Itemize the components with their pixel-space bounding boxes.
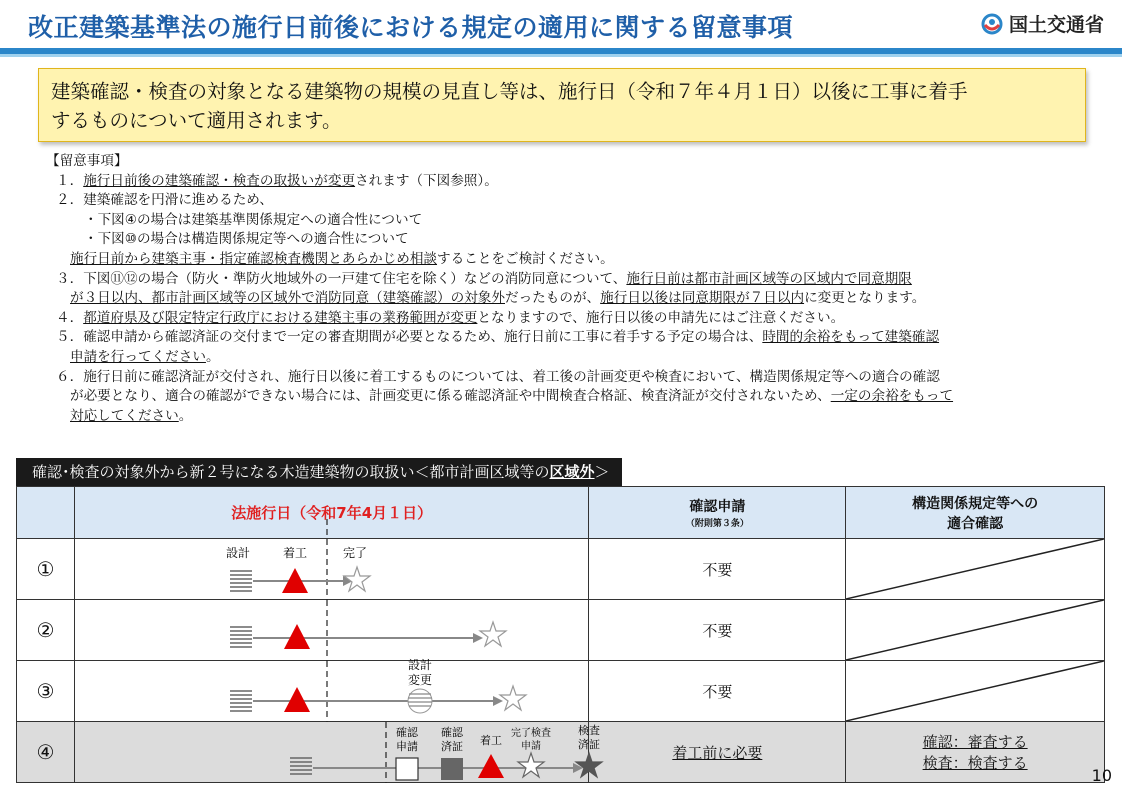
req-cell: 不要	[589, 539, 846, 600]
doc-icon	[230, 691, 252, 711]
header-num-cell	[17, 487, 75, 539]
table-row	[17, 661, 1105, 722]
na-diagonal	[846, 661, 1104, 721]
timeline-3	[75, 658, 590, 722]
doc-icon	[290, 758, 312, 774]
summary-line-1: 建築確認・検査の対象となる建築物の規模の見直し等は、施行日（令和７年４月１日）以後に工事に着手	[51, 80, 968, 103]
logo-text: 国土交通省	[1008, 14, 1104, 36]
start-triangle	[284, 624, 310, 649]
start-triangle	[478, 754, 504, 778]
note-5: ５．確認申請から確認済証の交付まで一定の審査期間が必要となるため、施行日前に工事に着手する予定の場合は、時間的余裕をもって建築確認	[56, 329, 940, 346]
req-cell: 不要	[589, 600, 846, 661]
table-header-row	[17, 487, 1105, 539]
page-number: 10	[1091, 766, 1112, 785]
notes-heading: 【留意事項】	[46, 153, 128, 169]
design-change-icon	[408, 689, 432, 713]
summary-box	[38, 68, 1086, 142]
row-number: ①	[17, 539, 75, 600]
done-star	[344, 567, 370, 591]
conf-cell	[846, 539, 1105, 600]
header-req-cell	[589, 487, 846, 539]
label-design-change-2: 変更	[407, 673, 432, 687]
note-6: ６．施行日前に確認済証が交付され、施行日以後に着工するものについては、着工後の計画変更や検査において、構造関係規定等への適合の確認	[56, 368, 940, 385]
label-cert-2: 済証	[440, 740, 463, 753]
done-star	[518, 753, 544, 777]
label-start-4: 着工	[479, 734, 502, 747]
header-conf-line-2: 適合確認	[947, 515, 1004, 532]
page-title: 改正建築基準法の施行日前後における規定の適用に関する留意事項	[28, 13, 794, 42]
note-6-cont: が必要となり、適合の確認ができない場合には、計画変更に係る確認済証や中間検査合格証、検査済証が交付されないため、一定の余裕をもって	[70, 388, 954, 405]
doc-icon	[230, 627, 252, 647]
label-insp-1: 検査	[577, 724, 600, 737]
conf-cell	[846, 722, 1105, 783]
conf-line-2: 検査：検査する	[922, 754, 1028, 772]
start-triangle	[284, 687, 310, 712]
row-number: ④	[17, 722, 75, 783]
header-req-label: 確認申請	[689, 499, 746, 515]
timeline-4	[75, 722, 600, 783]
done-star	[500, 686, 526, 710]
summary-line-2: するものについて適用されます。	[51, 109, 342, 132]
note-1: １．施行日前後の建築確認・検査の取扱いが変更されます（下図参照）。	[56, 172, 498, 189]
note-2: ２．建築確認を円滑に進めるため、	[56, 192, 273, 209]
timeline-2	[75, 600, 590, 661]
header-conf-cell	[846, 487, 1105, 539]
note-2-sub-2: ・下図⑩の場合は構造関係規定等への適合性について	[84, 231, 409, 248]
header-law-cell	[74, 487, 589, 539]
timeline-table	[16, 486, 1105, 783]
label-design: 設計	[225, 546, 250, 560]
timeline-cell	[74, 722, 600, 783]
note-6-cont-2: 対応してください。	[70, 407, 193, 424]
note-4: ４．都道府県及び限定特定行政庁における建築主事の業務範囲が変更となりますので、施行日以後の申請先にはご注意ください。	[56, 309, 845, 326]
row-number: ②	[17, 600, 75, 661]
note-3: ３．下図⑪⑫の場合（防火・準防火地域外の一戸建て住宅を除く）などの消防同意について、施行日前は都市計画区域等の区域内で同意期限	[56, 270, 912, 287]
mlit-logo-icon	[981, 13, 1003, 35]
timeline-cell	[74, 600, 589, 661]
label-done-insp-2: 申請	[520, 741, 541, 752]
label-done-insp-1: 完了検査	[510, 728, 551, 739]
label-cert-1: 確認	[440, 726, 463, 739]
notes-section	[46, 152, 1096, 426]
table-row	[17, 600, 1105, 661]
doc-icon	[230, 569, 252, 591]
header-conf-line-1: 構造関係規定等への	[912, 495, 1039, 512]
conf-line-1: 確認：審査する	[922, 733, 1028, 751]
certificate-box	[441, 758, 463, 780]
label-start: 着工	[282, 546, 307, 560]
req-cell: 着工前に必要	[589, 722, 846, 783]
label-insp-2: 済証	[577, 738, 600, 751]
table-row	[17, 722, 1105, 783]
req-cell: 不要	[589, 661, 846, 722]
na-diagonal	[846, 600, 1104, 660]
done-star	[480, 622, 506, 646]
na-diagonal	[846, 539, 1104, 599]
table-caption: 確認･検査の対象外から新２号になる木造建築物の取扱い＜都市計画区域等の区域外＞	[16, 458, 622, 486]
label-done: 完了	[342, 546, 367, 560]
timeline-1	[75, 539, 590, 600]
note-2-sub-1: ・下図④の場合は建築基準関係規定への適合性について	[84, 211, 423, 228]
label-app-2: 申請	[395, 740, 418, 753]
law-date-label: 法施行日（令和7年4月１日）	[231, 504, 433, 522]
header-divider-light	[0, 54, 1122, 57]
application-box	[396, 758, 418, 780]
conf-cell	[846, 600, 1105, 661]
row-number: ③	[17, 661, 75, 722]
label-design-change-1: 設計	[407, 658, 432, 672]
mlit-logo	[981, 10, 1104, 37]
note-3-cont: が３日以内、都市計画区域等の区域外で消防同意（建築確認）の対象外だったものが、施行日以後は同意期限が７日以内に変更となります。	[70, 290, 926, 307]
label-app-1: 確認	[395, 726, 418, 739]
conf-cell	[846, 661, 1105, 722]
timeline-cell	[74, 658, 589, 722]
timeline-cell	[74, 539, 589, 600]
note-5-cont: 申請を行ってください。	[70, 348, 220, 365]
table-row	[17, 539, 1105, 600]
header-req-sub: （附則第３条）	[685, 519, 749, 529]
note-2-cont: 施行日前から建築主事・指定確認検査機関とあらかじめ相談することをご検討ください。	[70, 250, 614, 267]
